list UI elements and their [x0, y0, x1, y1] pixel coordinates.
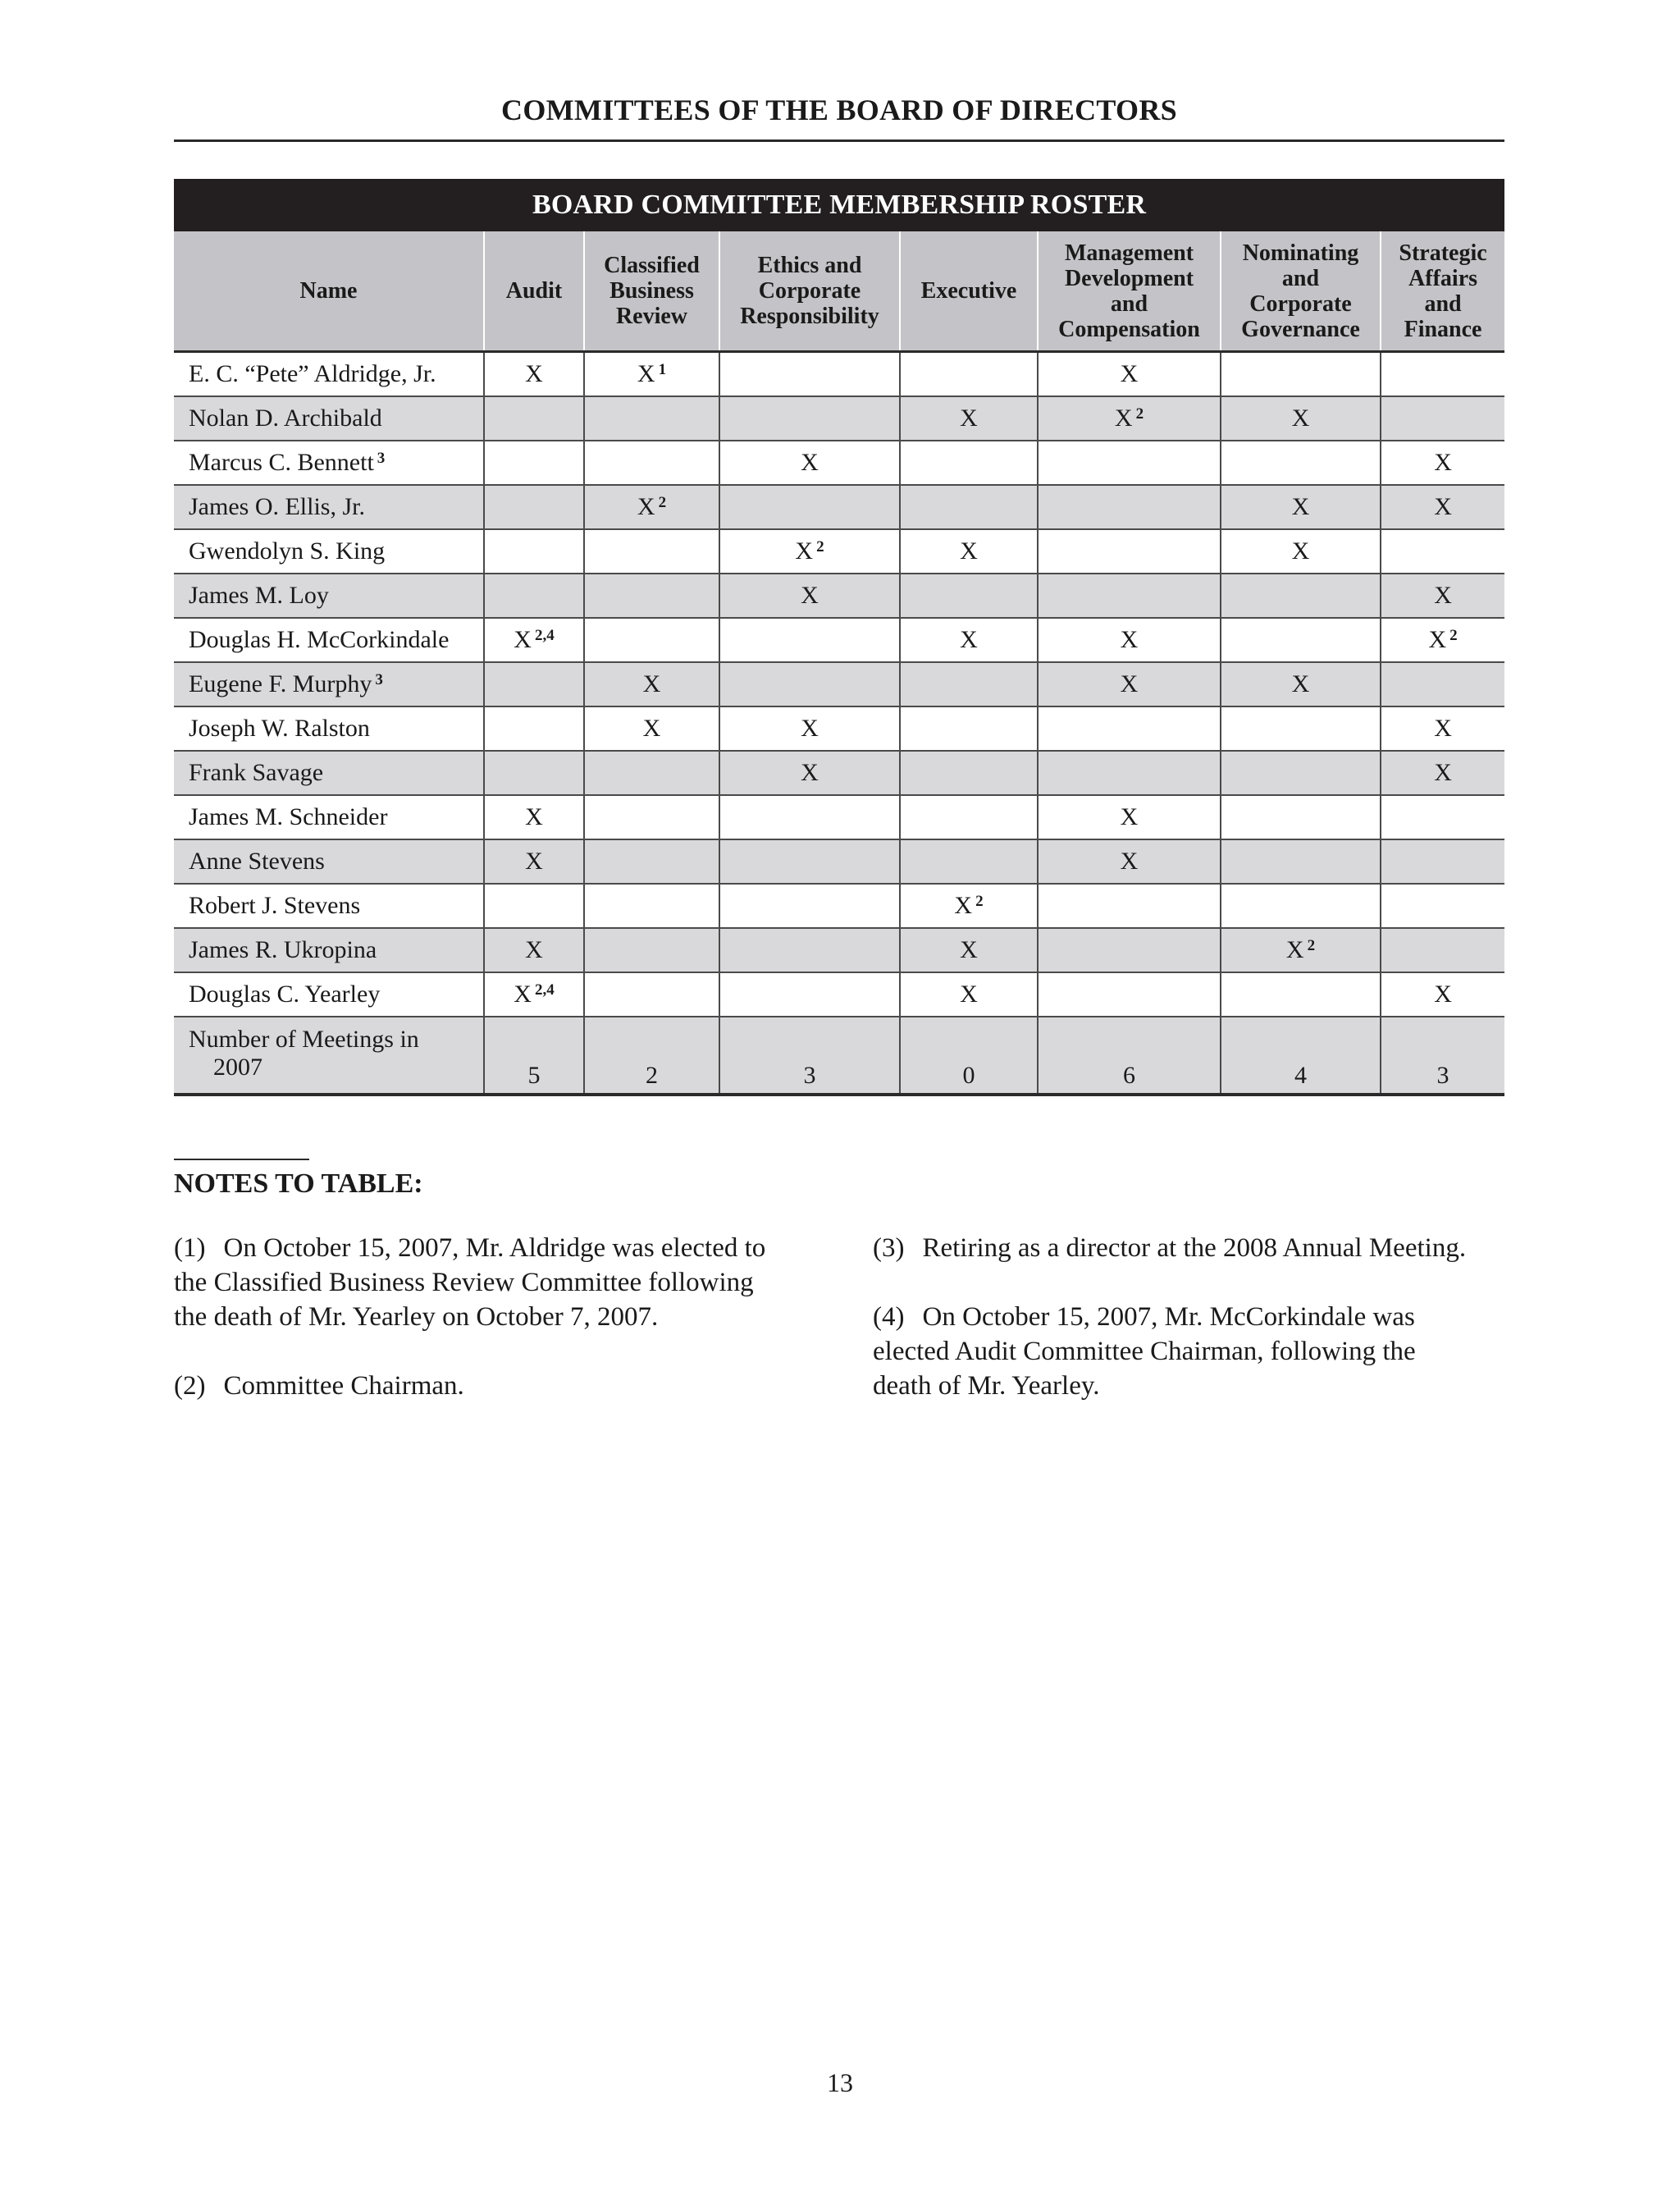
- membership-cell: [484, 618, 584, 662]
- table-row: [174, 529, 1504, 574]
- membership-mark: X: [1434, 582, 1452, 609]
- membership-cell: [584, 884, 719, 928]
- footnote-marker: 2: [975, 893, 984, 910]
- header-text: Classified: [604, 253, 700, 278]
- meetings-count: 5: [484, 1017, 584, 1095]
- member-name: Frank Savage: [189, 759, 324, 786]
- note-number: (1): [174, 1233, 206, 1263]
- footnote-marker: 3: [377, 450, 386, 467]
- membership-cell: [484, 574, 584, 618]
- membership-cell: [719, 352, 900, 397]
- membership-cell: [900, 839, 1038, 884]
- membership-cell: [1221, 396, 1381, 441]
- member-name: Douglas H. McCorkindale: [189, 626, 450, 653]
- member-name-cell: [174, 972, 484, 1017]
- membership-cell: [584, 352, 719, 397]
- membership-cell: [584, 574, 719, 618]
- page-number: 13: [827, 2068, 853, 2097]
- member-name: Eugene F. Murphy: [189, 670, 372, 697]
- membership-mark: X: [1291, 405, 1310, 432]
- membership-cell: [484, 839, 584, 884]
- membership-cell: [584, 441, 719, 485]
- note-text: elected Audit Committee Chairman, following the: [873, 1337, 1416, 1366]
- membership-mark: X: [960, 936, 978, 963]
- membership-cell: [900, 396, 1038, 441]
- meetings-label-line: Number of Meetings in: [189, 1026, 419, 1053]
- membership-cell: [719, 884, 900, 928]
- table-row: [174, 574, 1504, 618]
- member-name-cell: [174, 884, 484, 928]
- member-name-cell: [174, 662, 484, 706]
- membership-mark: X: [954, 892, 973, 919]
- membership-mark: X: [1291, 493, 1310, 520]
- membership-mark: X: [1434, 981, 1452, 1008]
- header-text: Nominating: [1242, 240, 1359, 266]
- member-name: Douglas C. Yearley: [189, 981, 381, 1008]
- membership-cell: [584, 706, 719, 751]
- note-text: On October 15, 2007, Mr. Aldridge was elected to: [223, 1233, 766, 1263]
- membership-cell: [719, 396, 900, 441]
- header-text: and: [1281, 265, 1320, 291]
- membership-cell: [1038, 795, 1221, 839]
- membership-cell: [900, 884, 1038, 928]
- note-text: Retiring as a director at the 2008 Annual Meeting.: [922, 1233, 1467, 1263]
- membership-mark: X: [1434, 759, 1452, 786]
- table-row: [174, 485, 1504, 529]
- table-row: [174, 441, 1504, 485]
- membership-cell: [484, 396, 584, 441]
- membership-cell: [584, 839, 719, 884]
- membership-cell: [584, 795, 719, 839]
- meetings-row: [174, 1017, 1504, 1095]
- header-nominating-corporate-governance: [1221, 231, 1381, 352]
- membership-cell: [900, 529, 1038, 574]
- note-text: the Classified Business Review Committee following: [174, 1268, 754, 1297]
- membership-cell: [484, 441, 584, 485]
- column-headers: [174, 231, 1504, 352]
- membership-mark: X: [1120, 360, 1139, 387]
- membership-cell: [719, 485, 900, 529]
- membership-cell: [1381, 441, 1504, 485]
- table-row: [174, 928, 1504, 972]
- membership-mark: X: [960, 537, 978, 565]
- membership-cell: [1038, 928, 1221, 972]
- meetings-label-year: 2007: [213, 1054, 262, 1081]
- membership-cell: [719, 574, 900, 618]
- membership-cell: [1221, 839, 1381, 884]
- header-ethics-corporate-responsibility: [719, 231, 900, 352]
- header-text: Executive: [920, 278, 1017, 304]
- membership-cell: [1381, 529, 1504, 574]
- header-text: Name: [299, 278, 358, 304]
- membership-cell: [1381, 795, 1504, 839]
- note-4: [873, 1300, 1513, 1403]
- membership-cell: [1381, 396, 1504, 441]
- member-name-cell: [174, 795, 484, 839]
- membership-mark: X: [1428, 626, 1447, 653]
- header-name: [174, 231, 484, 352]
- membership-cell: [900, 618, 1038, 662]
- membership-cell: [900, 352, 1038, 397]
- membership-cell: [1221, 529, 1381, 574]
- membership-mark: X: [1120, 626, 1139, 653]
- note-text: the death of Mr. Yearley on October 7, 2007.: [174, 1302, 659, 1332]
- header-text: Audit: [505, 278, 563, 304]
- member-name: Gwendolyn S. King: [189, 537, 386, 565]
- membership-cell: [1221, 485, 1381, 529]
- member-name: James R. Ukropina: [189, 936, 377, 963]
- header-text: and: [1110, 290, 1148, 317]
- membership-cell: [1038, 618, 1221, 662]
- note-text: Committee Chairman.: [223, 1371, 464, 1401]
- membership-mark: X: [525, 936, 543, 963]
- note-number: (2): [174, 1371, 206, 1401]
- membership-cell: [1038, 396, 1221, 441]
- membership-cell: [1038, 352, 1221, 397]
- member-name-cell: [174, 928, 484, 972]
- header-text: Review: [615, 304, 688, 329]
- meetings-count: 6: [1038, 1017, 1221, 1095]
- membership-cell: [1038, 751, 1221, 795]
- membership-cell: [484, 884, 584, 928]
- membership-mark: X: [1291, 670, 1310, 697]
- note-3: [873, 1231, 1513, 1265]
- membership-cell: [584, 928, 719, 972]
- membership-cell: [1038, 485, 1221, 529]
- header-text: Corporate: [1249, 290, 1352, 317]
- membership-cell: [1381, 839, 1504, 884]
- footnote-marker: 2,4: [534, 627, 555, 644]
- page-title: COMMITTEES OF THE BOARD OF DIRECTORS: [501, 94, 1177, 126]
- table-row: [174, 795, 1504, 839]
- membership-cell: [900, 795, 1038, 839]
- membership-cell: [719, 706, 900, 751]
- member-name-cell: [174, 706, 484, 751]
- membership-cell: [584, 396, 719, 441]
- table-row: [174, 706, 1504, 751]
- roster-body: [174, 352, 1504, 1095]
- membership-cell: [900, 751, 1038, 795]
- membership-mark: X: [1120, 803, 1139, 830]
- meetings-label: [174, 1017, 484, 1095]
- header-text: Ethics and: [757, 253, 862, 278]
- header-management-development-compensation: [1038, 231, 1221, 352]
- header-text: Corporate: [758, 278, 861, 304]
- footnote-marker: 1: [658, 361, 667, 378]
- membership-cell: [484, 751, 584, 795]
- membership-mark: X: [801, 715, 819, 742]
- membership-cell: [584, 485, 719, 529]
- header-text: and: [1424, 290, 1462, 317]
- footnote-marker: 2: [1449, 627, 1458, 644]
- membership-mark: X: [525, 803, 543, 830]
- membership-mark: X: [1120, 848, 1139, 875]
- membership-cell: [484, 485, 584, 529]
- membership-cell: [484, 662, 584, 706]
- meetings-count: 0: [900, 1017, 1038, 1095]
- membership-cell: [1221, 574, 1381, 618]
- membership-cell: [584, 972, 719, 1017]
- meetings-count: 3: [719, 1017, 900, 1095]
- membership-cell: [584, 529, 719, 574]
- table-row: [174, 839, 1504, 884]
- member-name-cell: [174, 352, 484, 397]
- membership-cell: [1221, 618, 1381, 662]
- membership-cell: [1038, 972, 1221, 1017]
- member-name-cell: [174, 574, 484, 618]
- membership-mark: X: [1291, 537, 1310, 565]
- membership-mark: X: [1434, 493, 1452, 520]
- footnote-marker: 2: [1307, 937, 1316, 954]
- membership-cell: [1381, 352, 1504, 397]
- membership-cell: [584, 618, 719, 662]
- note-text: death of Mr. Yearley.: [873, 1371, 1100, 1401]
- table-row: [174, 972, 1504, 1017]
- membership-cell: [900, 441, 1038, 485]
- membership-cell: [900, 972, 1038, 1017]
- membership-mark: X: [801, 759, 819, 786]
- header-text: Compensation: [1058, 316, 1200, 342]
- table-row: [174, 618, 1504, 662]
- membership-mark: X: [637, 493, 655, 520]
- membership-cell: [719, 839, 900, 884]
- membership-cell: [584, 751, 719, 795]
- header-text: Affairs: [1408, 265, 1478, 291]
- table-row: [174, 751, 1504, 795]
- membership-cell: [1221, 441, 1381, 485]
- member-name-cell: [174, 441, 484, 485]
- member-name: Anne Stevens: [189, 848, 325, 875]
- membership-cell: [1221, 352, 1381, 397]
- membership-cell: [584, 662, 719, 706]
- note-1: [174, 1231, 814, 1334]
- committee-roster-table: [174, 179, 1504, 1096]
- membership-mark: X: [642, 715, 661, 742]
- header-text: Development: [1064, 265, 1194, 291]
- membership-mark: X: [514, 981, 532, 1008]
- header-audit: [484, 231, 584, 352]
- meetings-count: 4: [1221, 1017, 1381, 1095]
- note-number: (4): [873, 1302, 905, 1332]
- table-row: [174, 352, 1504, 397]
- footnote-marker: 2: [658, 494, 667, 511]
- membership-cell: [1221, 795, 1381, 839]
- member-name-cell: [174, 529, 484, 574]
- note-2: [174, 1369, 814, 1403]
- membership-mark: X: [960, 405, 978, 432]
- membership-cell: [719, 529, 900, 574]
- membership-cell: [484, 706, 584, 751]
- member-name-cell: [174, 618, 484, 662]
- membership-cell: [1381, 662, 1504, 706]
- membership-cell: [1038, 839, 1221, 884]
- header-classified-business-review: [584, 231, 719, 352]
- membership-cell: [484, 352, 584, 397]
- membership-mark: X: [1114, 405, 1133, 432]
- member-name-cell: [174, 751, 484, 795]
- membership-cell: [484, 795, 584, 839]
- membership-cell: [1221, 706, 1381, 751]
- membership-cell: [900, 574, 1038, 618]
- member-name: Joseph W. Ralston: [189, 715, 370, 742]
- membership-cell: [900, 928, 1038, 972]
- member-name: James M. Loy: [189, 582, 329, 609]
- meetings-count: 2: [584, 1017, 719, 1095]
- membership-cell: [1381, 574, 1504, 618]
- member-name: E. C. “Pete” Aldridge, Jr.: [189, 360, 436, 387]
- membership-cell: [900, 485, 1038, 529]
- header-text: Governance: [1241, 316, 1360, 342]
- membership-cell: [719, 662, 900, 706]
- table-caption: BOARD COMMITTEE MEMBERSHIP ROSTER: [174, 179, 1504, 231]
- header-text: Responsibility: [740, 304, 879, 329]
- member-name: Marcus C. Bennett: [189, 449, 374, 476]
- membership-cell: [484, 972, 584, 1017]
- membership-cell: [1381, 928, 1504, 972]
- membership-mark: X: [801, 449, 819, 476]
- membership-cell: [719, 928, 900, 972]
- member-name: Nolan D. Archibald: [189, 405, 382, 432]
- note-number: (3): [873, 1233, 905, 1263]
- membership-cell: [1381, 485, 1504, 529]
- membership-mark: X: [1285, 936, 1304, 963]
- membership-cell: [1221, 972, 1381, 1017]
- membership-cell: [1038, 441, 1221, 485]
- membership-mark: X: [525, 360, 543, 387]
- membership-cell: [484, 529, 584, 574]
- notes-heading: NOTES TO TABLE:: [174, 1168, 423, 1199]
- membership-cell: [1221, 751, 1381, 795]
- member-name-cell: [174, 485, 484, 529]
- member-name-cell: [174, 839, 484, 884]
- membership-cell: [1381, 972, 1504, 1017]
- membership-cell: [1038, 662, 1221, 706]
- membership-mark: X: [1120, 670, 1139, 697]
- membership-mark: X: [1434, 715, 1452, 742]
- membership-cell: [719, 618, 900, 662]
- membership-mark: X: [642, 670, 661, 697]
- membership-cell: [1221, 928, 1381, 972]
- membership-cell: [1381, 618, 1504, 662]
- footnote-marker: 3: [375, 671, 383, 688]
- membership-cell: [1221, 662, 1381, 706]
- membership-cell: [900, 706, 1038, 751]
- title-rule: [174, 139, 1504, 142]
- table-row: [174, 396, 1504, 441]
- membership-cell: [1038, 884, 1221, 928]
- membership-cell: [1381, 751, 1504, 795]
- header-strategic-affairs-finance: [1381, 231, 1504, 352]
- membership-mark: X: [514, 626, 532, 653]
- membership-mark: X: [795, 537, 814, 565]
- header-text: Management: [1064, 240, 1194, 266]
- header-text: Business: [609, 278, 694, 304]
- notes-rule: [174, 1159, 309, 1160]
- member-name: James O. Ellis, Jr.: [189, 493, 365, 520]
- membership-cell: [1381, 884, 1504, 928]
- header-text: Finance: [1404, 316, 1482, 342]
- note-text: On October 15, 2007, Mr. McCorkindale was: [922, 1302, 1415, 1332]
- membership-mark: X: [960, 981, 978, 1008]
- membership-mark: X: [801, 582, 819, 609]
- membership-mark: X: [637, 360, 655, 387]
- header-executive: [900, 231, 1038, 352]
- member-name-cell: [174, 396, 484, 441]
- membership-mark: X: [525, 848, 543, 875]
- membership-cell: [484, 928, 584, 972]
- membership-cell: [1381, 706, 1504, 751]
- meetings-count: 3: [1381, 1017, 1504, 1095]
- membership-cell: [1038, 706, 1221, 751]
- membership-cell: [719, 441, 900, 485]
- membership-cell: [719, 751, 900, 795]
- footnote-marker: 2: [816, 538, 824, 556]
- membership-cell: [1038, 574, 1221, 618]
- membership-cell: [719, 972, 900, 1017]
- header-text: Strategic: [1399, 240, 1487, 266]
- membership-mark: X: [1434, 449, 1452, 476]
- membership-mark: X: [960, 626, 978, 653]
- membership-cell: [1038, 529, 1221, 574]
- member-name: Robert J. Stevens: [189, 892, 361, 919]
- table-row: [174, 884, 1504, 928]
- footnote-marker: 2: [1135, 405, 1144, 423]
- membership-cell: [1221, 884, 1381, 928]
- member-name: James M. Schneider: [189, 803, 388, 830]
- table-row: [174, 662, 1504, 706]
- membership-cell: [719, 795, 900, 839]
- membership-cell: [900, 662, 1038, 706]
- footnote-marker: 2,4: [534, 981, 555, 999]
